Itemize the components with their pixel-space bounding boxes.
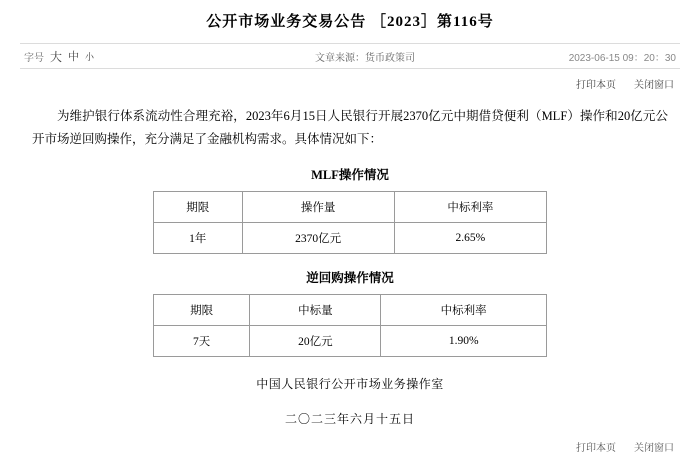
table-cell: 1年: [154, 223, 243, 254]
font-size-medium-button[interactable]: 中: [68, 51, 80, 63]
document-source-label: 文章来源：: [315, 52, 365, 64]
table-row: [154, 223, 547, 254]
table-cell: 1.90%: [381, 326, 547, 357]
section-title-reverse-repo: 逆回购操作情况: [306, 271, 394, 286]
column-header: 中标量: [250, 295, 381, 326]
column-header: 中标利率: [394, 192, 546, 223]
section-title-mlf: MLF操作情况: [311, 168, 389, 183]
table-cell: 20亿元: [250, 326, 381, 357]
table-cell: 7天: [154, 326, 250, 357]
page-title: 公开市场业务交易公告 ［2023］第116号: [206, 14, 494, 30]
column-header: 操作量: [242, 192, 394, 223]
table-row: [154, 326, 547, 357]
font-size-controls: [24, 48, 224, 65]
column-header: 中标利率: [381, 295, 547, 326]
document-source: [224, 49, 506, 64]
document-timestamp: 2023-06-15 09：20：30: [568, 52, 676, 64]
font-size-label: 字号: [24, 52, 44, 64]
top-action-bar: [20, 69, 680, 91]
print-page-link-top[interactable]: 打印本页: [576, 80, 616, 91]
column-header: 期限: [154, 295, 250, 326]
close-window-link-top[interactable]: 关闭窗口: [634, 80, 674, 91]
table-cell: 2.65%: [394, 223, 546, 254]
document-date: 二〇二三年六月十五日: [284, 412, 415, 427]
close-window-link-bottom[interactable]: 关闭窗口: [634, 443, 674, 454]
bottom-action-bar: [576, 439, 674, 454]
document-meta-bar: [20, 43, 680, 69]
document-paragraph: 为维护银行体系流动性合理充裕，2023年6月15日人民银行开展2370亿元中期借贷便利（MLF）操作和20亿元公开市场逆回购操作，充分满足了金融机构需求。具体情况如下：: [32, 109, 668, 147]
font-size-small-button[interactable]: 小: [85, 51, 95, 62]
table-header-row: [154, 295, 547, 326]
document-source-value: 货币政策司: [365, 52, 415, 64]
document-signature: 中国人民银行公开市场业务操作室: [256, 377, 444, 392]
font-size-large-button[interactable]: 大: [50, 49, 63, 64]
reverse-repo-operations-table: [153, 294, 547, 357]
table-header-row: [154, 192, 547, 223]
column-header: 期限: [154, 192, 243, 223]
table-cell: 2370亿元: [242, 223, 394, 254]
mlf-operations-table: [153, 191, 547, 254]
print-page-link-bottom[interactable]: 打印本页: [576, 443, 616, 454]
